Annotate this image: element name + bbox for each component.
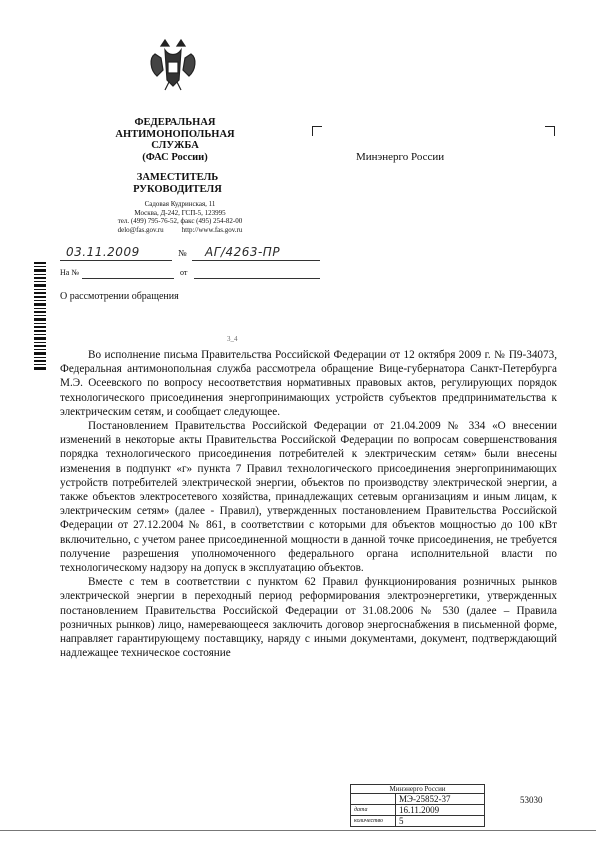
address-line-1: Садовая Кудринская, 11 [144, 200, 216, 208]
reference-number-label: На № [60, 268, 79, 277]
email: delo@fas.gov.ru [117, 225, 164, 234]
outgoing-number: АГ/4263-ПР [205, 245, 281, 259]
stamp-org: Минэнерго России [351, 785, 485, 794]
paragraph: Вместе с тем в соответствии с пунктом 62 Правил функционирования розничных рынков электрической энергии в переходный период реформирования электроэнергетики, утвержденных постановлением Правительства Российской Федерации от 31.08.2006 № 530 (далее – Правила розничных рынков) лицо, намеревающееся заключить договор энергоснабжения в письменной форме, направляет гарантирующему поставщику, наряду с иными документами, документ, подтверждающий надлежащее техническое состояние [60, 576, 557, 660]
website: http://www.fas.gov.ru [181, 225, 243, 234]
reference-line [60, 268, 320, 282]
outgoing-registration [60, 245, 320, 261]
incoming-registration-stamp [350, 784, 485, 827]
org-line: СЛУЖБА [151, 140, 199, 151]
deputy-line: ЗАМЕСТИТЕЛЬ [136, 172, 219, 183]
address-line-2: Москва, Д-242, ГСП-5, 123995 [134, 208, 226, 217]
deputy-line: РУКОВОДИТЕЛЯ [133, 183, 222, 195]
coat-of-arms-emblem [147, 36, 199, 92]
org-name [95, 117, 255, 163]
letter-body [60, 348, 557, 660]
stamp-sheets: 5 [396, 816, 485, 827]
number-label: № [178, 248, 187, 258]
document-code: 53030 [520, 795, 543, 805]
phone-fax: тел. (499) 795-76-52, факс (495) 254-82-00 [117, 217, 243, 226]
stamp-number: МЭ-25852-37 [396, 794, 485, 805]
page-bottom-edge [0, 830, 596, 831]
stamp-date-label: дата [351, 805, 396, 816]
paragraph: Постановлением Правительства Российской Федерации от 21.04.2009 № 334 «О внесении изменений в некоторые акты Правительства Российской Федерации по вопросам совершенствования порядка технологического присоединения потребителей к электрическим сетям» были внесены изменения в подпункт «г» пункта 7 Правил технологического присоединения энергопринимающих устройств потребителей электрической энергии, объектов по производству электрической энергии, а также объектов электросетевого хозяйства, принадлежащих сетевым организациям и иным лицам, к электрическим сетям» (далее - Правил), утвержденных постановлением Правительства Российской Федерации от 27.12.2004 № 861, в соответствии с которыми для объектов мощностью до 100 кВт включительно, с учетом ранее присоединенной мощности в данной точке присоединения, не требуется получение разрешения уполномоченного федерального органа исполнительной власти по технологическому надзору на допуск в эксплуатацию объектов. [60, 420, 557, 575]
page-mark: 3_4 [227, 335, 238, 343]
paragraph: Во исполнение письма Правительства Российской Федерации от 12 октября 2009 г. № П9-34073, Федеральная антимонопольная служба рассмотрела обращение Вице-губернатора Санкт-Петербурга М.Э. Осеевского по вопросу несоответствия нормативных правовых актов, регулирующих порядок технологического присоединения энергопринимающих устройств субъектов предпринимательства к электрическим сетям, и сообщает следующее. [60, 349, 557, 418]
address-corner-left [312, 126, 322, 136]
reference-from-label: от [180, 268, 188, 277]
deputy-title [100, 172, 255, 195]
org-line: АНТИМОНОПОЛЬНАЯ [115, 128, 235, 140]
contact-block [60, 200, 300, 234]
subject-line: О рассмотрении обращения [60, 291, 179, 302]
address-corner-right [545, 126, 555, 136]
barcode-stamp [33, 262, 47, 372]
org-line: ФЕДЕРАЛЬНАЯ [134, 117, 216, 128]
stamp-sheets-label: количество [351, 816, 396, 827]
recipient: Минэнерго России [356, 151, 445, 163]
org-line: (ФАС России) [142, 151, 208, 163]
outgoing-date: 03.11.2009 [66, 245, 140, 259]
stamp-date: 16.11.2009 [396, 805, 485, 816]
